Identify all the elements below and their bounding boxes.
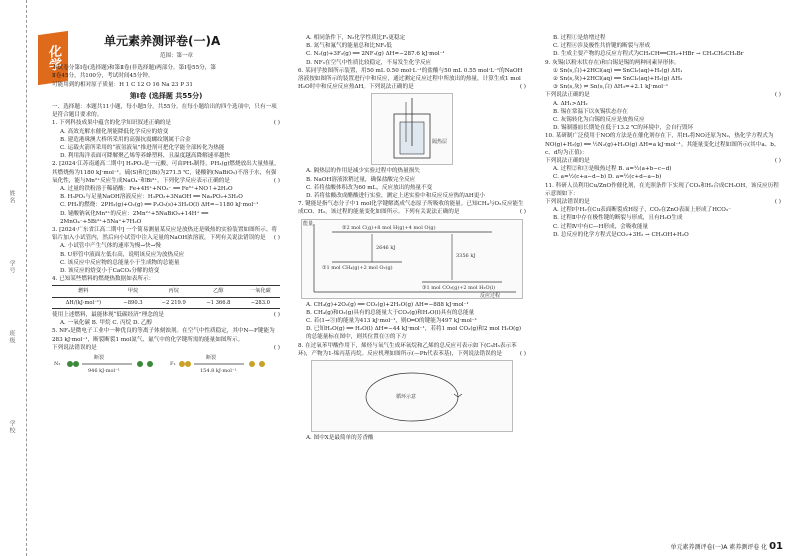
question-list: [298, 434, 526, 442]
answer-option: [298, 309, 526, 317]
text: B. 过程①是焓增过程: [553, 35, 606, 41]
answer-option: [52, 185, 280, 193]
question-text: [52, 226, 280, 242]
atom-icon: [179, 361, 185, 367]
table-header-cell: 丙烷: [151, 286, 196, 297]
text: ① Sn(s,白)+2HCl(aq) ══ SnCl₂(aq)+H₂(g) ΔH₁: [553, 67, 683, 74]
energy-value: 2646 kJ: [376, 244, 396, 251]
text: C. 若将盐酸体积改为60 mL，反应放出的热量不变: [306, 184, 433, 191]
table-cell: −283.0: [241, 297, 280, 308]
rail-label: 学号: [8, 260, 15, 274]
text: 下列说法错误的是: [545, 199, 590, 206]
level-label: ③1 mol CO₂(g)+2 mol H₂O(l): [422, 284, 496, 291]
answer-blank: ( ): [273, 235, 280, 242]
question-text: [52, 119, 280, 127]
question-list: [298, 34, 526, 91]
text: 10. 某研制广泛使用于NO的方法是在催化剂存在下，用H₂将NO还原为N₂，热化学方程式为NO(g)+H₂(g) ══ ½N₂(g)+H₂O(g) ΔH=a kJ·mol⁻¹。其能量变化过程如图所示(其中a、b、c、d均为正值)：: [545, 133, 780, 156]
text: B. NaOH溶液浓稍过量，确保盐酸完全反应: [306, 176, 416, 183]
question-text: [52, 344, 280, 352]
answer-option: [545, 223, 781, 231]
question-list: [298, 167, 526, 216]
answer-option: [545, 100, 781, 108]
level-label: ①1 mol CH₄(g)+2 mol O₂(g): [322, 264, 393, 271]
question-text: [545, 132, 781, 157]
text: B. 建造港珠澳大桥所采用的高强抗震螺纹钢属于合金: [60, 136, 191, 143]
answer-option: [52, 267, 280, 275]
energy-diagram: [301, 219, 523, 299]
table-header-cell: 燃料: [52, 286, 115, 297]
text: 8. 在过氧苯甲酸作用下，烯烃与氧气生成环氧烷和乙烯的总反应可表示如下(C₆H₅表示苯环)，产物为1-烯丙基丙烷。反应机理如图所示(—Ph代表苯基)，下列说法错误的是: [298, 342, 517, 357]
text: D. 锡制器皿长期处在低于13.2 ℃的环境中，会自行毁坏: [553, 125, 694, 132]
bond-label: 断裂: [206, 354, 217, 361]
text: 5. NF₃是微电子工业中一种优良的等离子体刻蚀剂。在空气中性质稳定，其中N—F键能为283 kJ·mol⁻¹，断裂断裂1 mol氮气、氟气中的化学键所需的能量如图所示。: [52, 328, 275, 343]
answer-option: [545, 42, 781, 50]
binding-margin: [0, 0, 27, 556]
answer-option: [52, 251, 280, 259]
axis-label: 反应过程: [480, 292, 501, 299]
text: A. 一氧化碳 B. 甲烷 C. 丙烷 D. 乙醇: [60, 320, 153, 327]
text: 7. 键能是指气态分子中1 mol化学键解离成气态原子所吸收的能量。已知CH₄与O₂反应能生成CO、H₂，该过程的能量变化如图所示。下列有关说法正确的是: [298, 201, 524, 216]
answer-option: [298, 176, 526, 184]
answer-option: [545, 214, 781, 222]
atom-icon: [147, 361, 153, 367]
question-text: [52, 160, 280, 185]
text: 下列说法错误的是: [52, 344, 97, 351]
answer-option: [298, 317, 526, 325]
f2-energy: 154.8 kJ·mol⁻¹: [200, 367, 237, 374]
atom-icon: [137, 361, 143, 367]
text: 6. 某同学按图所示装置，用50 mL 0.50 mol·L⁻¹的盐酸与50 mL 0.55 mol·L⁻¹的NaOH溶液按如图所示的装置进行中和反应，通过测定反应过程中所放出的热量，计算生成1 mol H₂O时中和反应反应热ΔH。下列说法正确的是: [298, 67, 523, 91]
answer-blank: ( ): [273, 344, 280, 351]
answer-option: [52, 144, 280, 152]
atom-icon: [259, 361, 265, 367]
text: B. CH₄(g)和O₂(g)具有的总能量大于CO₂(g)和H₂O(l)具有的总能量: [306, 309, 475, 316]
answer-option: [545, 124, 781, 132]
table-header-cell: 一氧化碳: [241, 286, 280, 297]
answer-option: [545, 34, 781, 42]
atom-icon: [185, 361, 191, 367]
text: 4. 已知某些燃料的燃烧热数据如表所示：: [52, 276, 155, 283]
text: 9. 灰锡(以粉末状存在)和白锡是锡的两种同素异形体。: [545, 59, 680, 66]
table-header-cell: 乙醇: [196, 286, 241, 297]
answer-option: [545, 173, 781, 181]
n2-label: N₂: [54, 360, 61, 367]
fuel-table: [52, 285, 280, 308]
text: A. CH₄(g)+2O₂(g) ══ CO₂(g)+2H₂O(g) ΔH=−888 kJ·mol⁻¹: [306, 301, 469, 308]
calorimeter-figure: [371, 93, 453, 165]
energy-value: 3356 kJ: [456, 252, 476, 259]
table-cell: −1 366.8: [196, 297, 241, 308]
rail-label: 姓名: [8, 190, 15, 204]
text: A. 过量的铁粉溶于稀硝酸：Fe+4H⁺+NO₃⁻ ══ Fe³⁺+NO↑+2H₂O: [60, 186, 233, 193]
text: B. 过程Ⅱ中存在极性键的断裂与形成，且有H₂O生成: [553, 215, 683, 222]
answer-option: [545, 206, 781, 214]
text: A. 隔热层的作用是减少实验过程中的热量损失: [306, 168, 420, 175]
text: C. 运载火箭所采用的“液氢液氧”推进剂可把化学能全部转化为热能: [60, 145, 225, 152]
nf3-diagram: [52, 354, 280, 376]
answer-option: [298, 42, 526, 50]
question-text: [545, 91, 781, 99]
text: D. 总反应的化学方程式是CO₂+3H₂ → CH₃OH+H₂O: [553, 231, 689, 238]
cycle-center-label: 循环示意: [396, 394, 417, 401]
text: A. 高效光解水催化剂能降低化学反应的焓变: [60, 128, 169, 135]
answer-blank: ( ): [774, 199, 781, 206]
answer-blank: ( ): [273, 311, 280, 318]
text: A. 过程②和③是吸热过程 B. a=½(a+b−c−d): [553, 166, 672, 173]
answer-option: [545, 83, 781, 91]
answer-option: [298, 50, 526, 58]
text: 1. 下列科技成果中蕴含的化学知识叙述正确的是: [52, 120, 171, 127]
text: A. 小试管中产生气体的速率为慢→快→慢: [60, 243, 161, 250]
answer-option: [52, 259, 280, 267]
text: D. 若将盐酸改成醋酸进行实验，测定上述实验中和反应反应热的ΔH更小: [306, 193, 485, 200]
text: 11. 科研人员利用Cu/ZnO作催化剂，在光照条件下实现了CO₂和H₂合成CH₃OH，该反应历程示意图如下：: [545, 182, 779, 197]
question-text: [52, 327, 280, 343]
table-row-label: ΔH/(kJ·mol⁻¹): [52, 297, 115, 308]
text: A. 图中X是最简单的芳香酸: [306, 435, 374, 442]
right-column: [545, 34, 781, 239]
axis-label: 能量: [303, 220, 314, 227]
text: B. U形管中液面左低右高，说明该反应为放热反应: [60, 251, 185, 258]
text: 2. [2024·江苏南通高二期中] H₃PO₂是一元酸，可由PH₃制得。PH₃(g)燃烧放出大量热量，其燃烧热为1180 kJ·mol⁻¹。硫(S)和它(Bi)为271.5 ℃，铋酸钠(NaBiO₃)不溶于水，有强氧化性，能与Mn²⁺反应生成NaO₄⁻和Bi³⁺。下列化学反应表示正确的是: [52, 161, 280, 184]
bond-arrows-svg: [52, 354, 280, 376]
text: ② Sn(s,灰)+2HCl(aq) ══ SnCl₂(aq)+H₂(g) ΔH₂: [553, 76, 683, 83]
text: C. a=½(c+a−d−b) D. a=½(c+d−a−b): [553, 174, 662, 181]
answer-option: [52, 128, 280, 136]
answer-option: [545, 75, 781, 83]
page-number: 01: [769, 541, 783, 552]
text: ③ Sn(s,灰) ⇌ Sn(s,白) ΔH₃=+2.1 kJ·mol⁻¹: [553, 84, 669, 91]
answer-option: [298, 184, 526, 192]
table-cell: −2 219.9: [151, 297, 196, 308]
atom-icon: [73, 361, 79, 367]
answer-blank: ( ): [519, 209, 526, 216]
question-list: [298, 301, 526, 358]
intro-line: 本试卷分第Ⅰ卷(选择题)和第Ⅱ卷(非选择题)两部分。第Ⅰ卷55分，第: [52, 65, 216, 72]
answer-option: [545, 231, 781, 239]
answer-option: [545, 108, 781, 116]
answer-option: [52, 201, 280, 209]
text: A. ΔH₁>ΔH₂: [553, 100, 588, 107]
calorimeter-svg: [372, 94, 452, 164]
answer-option: [298, 59, 526, 67]
rail-label: 学校: [8, 420, 15, 434]
text: D. 已知H₂O(g) ══ H₂O(l) ΔH=−44 kJ·mol⁻¹，若将1 mol CO₂(g)和2 mol H₂O(g)的总能量标在图中，则其位置在③的下方: [306, 326, 522, 341]
answer-blank: ( ): [519, 350, 526, 357]
mechanism-figure: [311, 360, 513, 432]
question-text: [545, 157, 781, 165]
insulation-label: 隔热层: [432, 139, 448, 146]
atomic-mass-line: 可能用到的相对原子质量：H 1 C 12 O 16 Na 23 P 31: [52, 81, 193, 88]
answer-option: [298, 167, 526, 175]
atom-icon: [67, 361, 73, 367]
text: C. 该反应中反应物的总能量小于生成物的总能量: [60, 259, 180, 266]
question-list: [545, 34, 781, 239]
text: C. 过程Ⅳ中有C—H形成，会吸收能量: [553, 223, 649, 230]
text: A. 过程Ⅰ中H₂在Cu表面断裂成H原子，CO₂在ZnO表面上形成了HCO₃⁻: [553, 207, 732, 214]
text: B. 氮气和氟气的能量总和比NF₃低: [306, 43, 392, 50]
question-text: [545, 198, 781, 206]
answer-option: [545, 67, 781, 75]
bond-label: 断裂: [94, 354, 105, 361]
question-text: [545, 182, 781, 198]
question-text: [52, 275, 280, 283]
answer-option: [298, 34, 526, 42]
answer-option: [545, 50, 781, 58]
question-list: [52, 311, 280, 352]
page-footer: [671, 541, 783, 552]
chapter-range: 范围：第一章: [160, 53, 194, 59]
answer-option: [52, 136, 280, 144]
text: C. 若(1→③)的能量为413 kJ·mol⁻¹，则O═O的键能为497 kJ·mol⁻¹: [306, 318, 477, 325]
text: 使用上述燃料，最能体现“低碳经济”理念的是: [52, 311, 165, 318]
answer-option: [298, 192, 526, 200]
text: B. H₃PO₂与足量NaOH溶液反应：H₃PO₂+3NaOH ══ Na₃PO₂+3H₂O: [60, 194, 243, 201]
question-text: [298, 200, 526, 216]
f2-label: F₂: [170, 360, 176, 367]
answer-option: [52, 242, 280, 250]
text: 3. [2024·广东省江高二期中] 一个简易测量某反应是放热还是吸热的实验装置如图所示。将铝片加入小试管内，然后向小试管中注入足量的NaOH浓溶液，下列有关说法错误的是: [52, 227, 278, 242]
table-cell: −890.3: [115, 297, 152, 308]
left-column: [52, 34, 280, 376]
text: 下列说法正确的是: [545, 92, 590, 99]
answer-blank: ( ): [273, 177, 280, 184]
answer-option: [298, 325, 526, 341]
answer-blank: ( ): [519, 84, 526, 91]
answer-blank: ( ): [774, 158, 781, 165]
text: D. 该反应的焓变小于CaCO₃分解的焓变: [60, 268, 160, 275]
subject-tag: 化学: [38, 31, 68, 85]
section-heading: 第Ⅰ卷 (选择题 共55分): [129, 91, 203, 100]
rail-label: 班级: [8, 330, 15, 344]
text: D. 铋酸钠氧化Mn²⁺的反应：2Mn²⁺+5NaBiO₃+14H⁺ ══ 2MnO₄⁻+5Bi³⁺+5Na⁺+7H₂O: [60, 210, 209, 225]
answer-blank: ( ): [273, 120, 280, 127]
question-text: [298, 342, 526, 358]
text: C. 灰锡转化为白锡的反应是放热反应: [553, 117, 645, 124]
text: D. 生成主要产物的总反应方程式为CH₃CH══CH₂+HBr → CH₃CH₂CH₂Br: [553, 51, 744, 58]
answer-option: [545, 116, 781, 124]
table-header-cell: 甲烷: [115, 286, 152, 297]
text: B. 锡在常温下以灰锡状态存在: [553, 108, 628, 115]
intro-line: Ⅱ卷45分，共100分，考试时间45分钟。: [52, 73, 154, 80]
answer-blank: ( ): [774, 92, 781, 99]
table-row: [52, 297, 280, 308]
answer-option: [52, 152, 280, 160]
text: A. 相同条件下，N₂化学性质比F₂更稳定: [306, 35, 406, 41]
text: 下列说法正确的是: [545, 158, 590, 165]
text: C. 过程④涉及极性共价键的断裂与形成: [553, 43, 651, 50]
text: C. PH₃的燃烧：2PH₃(g)+O₂(g) ══ P₂O₅(s)+3H₂O(l) ΔH=−1180 kJ·mol⁻¹: [60, 202, 259, 209]
footer-label: 单元素养测评卷(一)A 素养测评卷 化: [670, 544, 768, 551]
table-header-row: [52, 286, 280, 297]
answer-option: [52, 319, 280, 327]
middle-column: [298, 34, 526, 442]
text: D. 利用海洋表面可降解聚乙烯等养蜂塑料，且温度越高降解速率越快: [60, 153, 231, 160]
question-text: [52, 311, 280, 319]
level-label: ②2 mol C(g)+8 mol H(g)+4 mol O(g): [342, 224, 436, 231]
answer-option: [52, 193, 280, 201]
answer-option: [298, 434, 526, 442]
question-text: [298, 67, 526, 92]
answer-option: [545, 165, 781, 173]
text: D. NF₃在空气中性质比较稳定，不易发生化学反应: [306, 59, 432, 66]
question-text: [545, 59, 781, 67]
section-desc: 一、选择题：本题共11小题，每小题5分，共55分。在每小题给出的四个选项中，只有一项是符合题目要求的。: [52, 104, 277, 119]
text: C. N₂(g)+3F₂(g) ══ 2NF₃(g) ΔH=−287.6 kJ·mol⁻¹: [306, 51, 445, 58]
page-title: 单元素养测评卷(一)A: [104, 34, 221, 48]
n2-energy: 946 kJ·mol⁻¹: [88, 367, 120, 374]
question-list: [52, 119, 280, 283]
answer-option: [52, 210, 280, 226]
answer-option: [298, 301, 526, 309]
atom-icon: [249, 361, 255, 367]
